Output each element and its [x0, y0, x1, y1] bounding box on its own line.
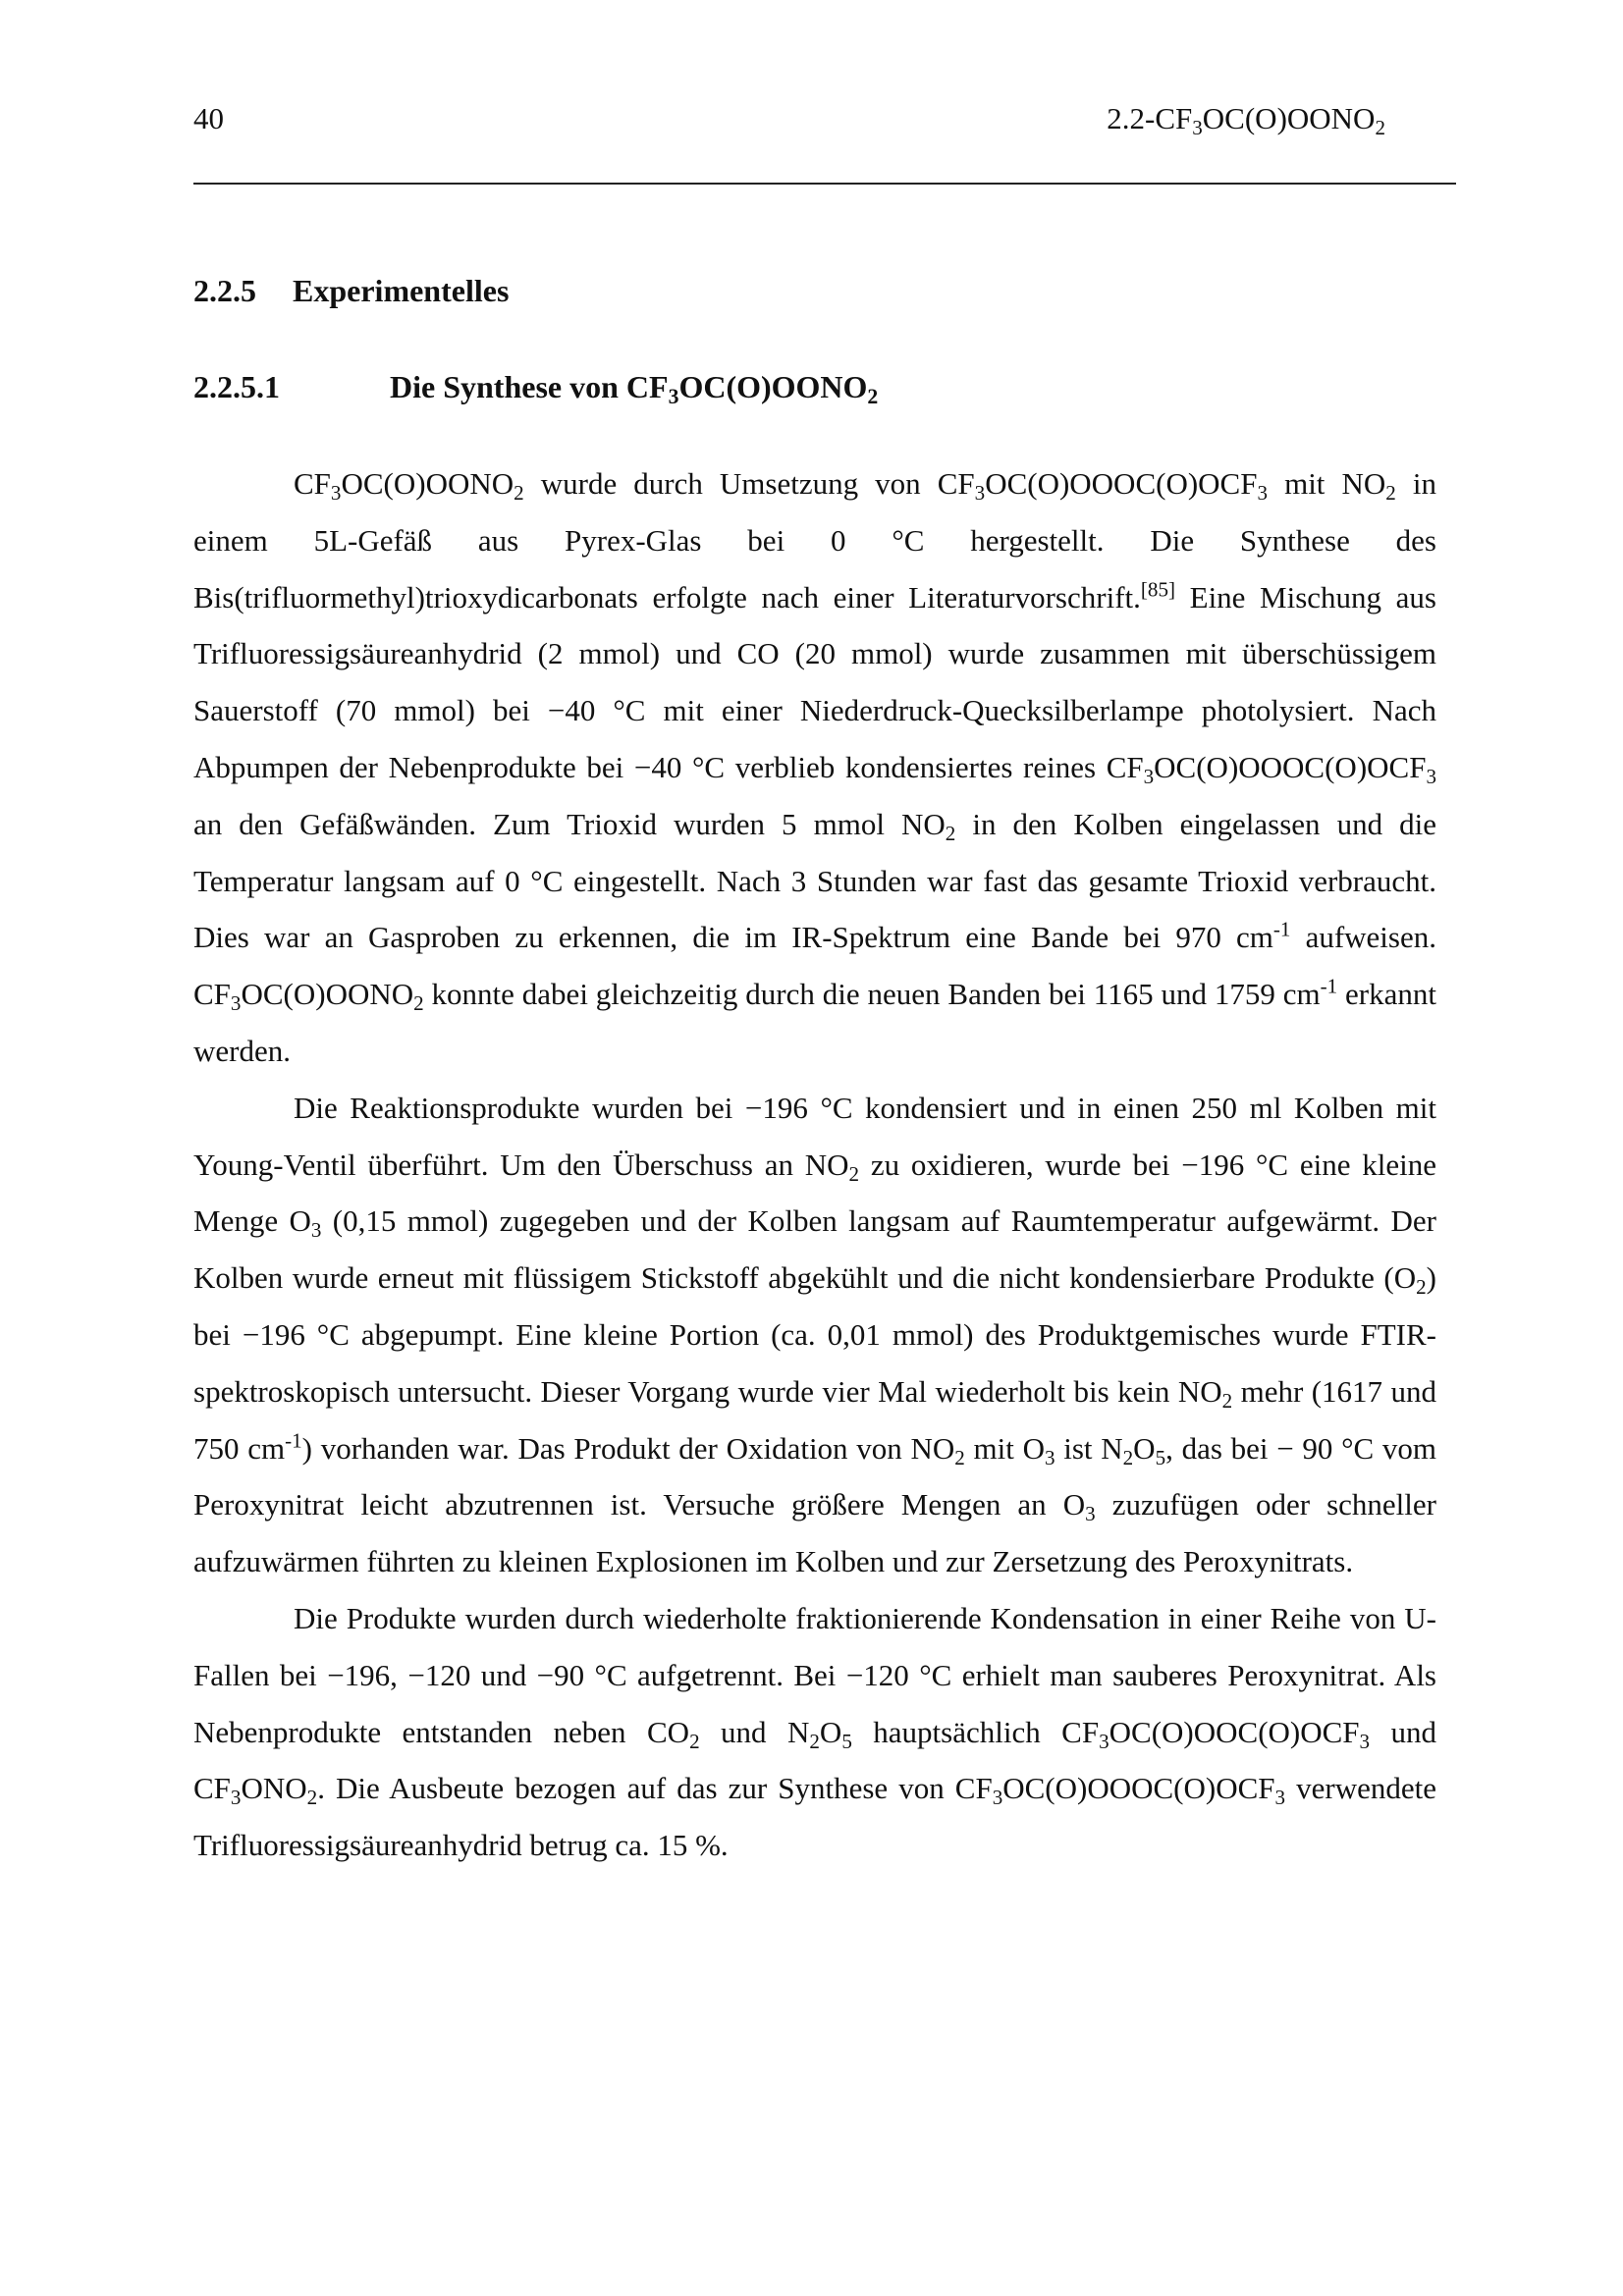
section-title: Experimentelles	[293, 273, 510, 308]
section-number: 2.2.5	[193, 273, 256, 308]
paragraph-2: Die Reaktionsprodukte wurden bei −196 °C kondensiert und in einen 250 ml Kolben mit Young-Ventil überführt. Um den Überschuss an $NO_2$ zu oxidieren, wurde bei −196 °C eine kleine Menge $O_3$ (0,15 mmol) zugegeben und der Kolben langsam auf Raumtemperatur aufgewärmt. Der Kolben wurde erneut mit flüssigem Stickstoff abgekühlt und die nicht kondensierbare Produkte $(O_2)$ bei −196 °C abgepumpt. Eine kleine Portion (ca. 0,01 mmol) des Produktgemisches wurde FTIR-spektroskopisch untersucht. Dieser Vorgang wurde vier Mal wiederholt bis kein $NO_2$ mehr (1617 und 750 $cm^{-1}$) vorhanden war. Das Produkt der Oxidation von $NO_2$ mit $O_3$ ist $N_2O_5$, das bei − 90 °C vom Peroxynitrat leicht abzutrennen ist. Versuche größere Mengen an $O_3$ zuzufügen oder schneller aufzuwärmen führten zu kleinen Explosionen im Kolben und zur Zersetzung des Peroxynitrats.	[193, 1090, 1436, 1579]
running-head: $2.2-CF_3OC(O)OONO_2$	[1107, 101, 1385, 139]
paragraph-1: $CF_3OC(O)OONO_2$ wurde durch Umsetzung von $CF_3OC(O)OOOC(O)OCF_3$ mit $NO_2$ in einem 5L-Gefäß aus Pyrex-Glas bei 0 °C hergestellt. Die Synthese des Bis(trifluormethyl)trioxydicarbonats erfolgte nach einer Literaturvorschrift.[85] Eine Mischung aus Trifluoressigsäureanhydrid (2 mmol) und CO (20 mmol) wurde zusammen mit überschüssigem Sauerstoff (70 mmol) bei −40 °C mit einer Niederdruck-Quecksilberlampe photolysiert. Nach Abpumpen der Nebenprodukte bei −40 °C verblieb kondensiertes reines $CF_3OC(O)OOOC(O)OCF_3$ an den Gefäßwänden. Zum Trioxid wurden 5 mmol $NO_2$ in den Kolben eingelassen und die Temperatur langsam auf 0 °C eingestellt. Nach 3 Stunden war fast das gesamte Trioxid verbraucht. Dies war an Gasproben zu erkennen, die im IR-Spektrum eine Bande bei 970 $cm^{-1}$ aufweisen. $CF_3OC(O)OONO_2$ konnte dabei gleichzeitig durch die neuen Banden bei 1165 und 1759 $cm^{-1}$ erkannt werden.	[193, 466, 1436, 1068]
section-heading	[193, 273, 509, 309]
subsection-heading	[193, 369, 879, 409]
page-header	[193, 93, 1456, 142]
subsection-number: 2.2.5.1	[193, 369, 280, 404]
subsection-title: Die Synthese von $CF_3OC(O)OONO_2$	[390, 369, 879, 409]
page-number: 40	[193, 101, 224, 135]
header-rule	[193, 183, 1456, 185]
body-text	[193, 455, 1436, 1874]
paragraph-3: Die Produkte wurden durch wiederholte fraktionierende Kondensation in einer Reihe von U-Fallen bei −196, −120 und −90 °C aufgetrennt. Bei −120 °C erhielt man sauberes Peroxynitrat. Als Nebenprodukte entstanden neben $CO_2$ und $N_2O_5$ hauptsächlich $CF_3OC(O)OOC(O)OCF_3$ und $CF_3ONO_2$. Die Ausbeute bezogen auf das zur Synthese von $CF_3OC(O)OOOC(O)OCF_3$ verwendete Trifluoressigsäureanhydrid betrug ca. 15 %.	[193, 1600, 1437, 1863]
